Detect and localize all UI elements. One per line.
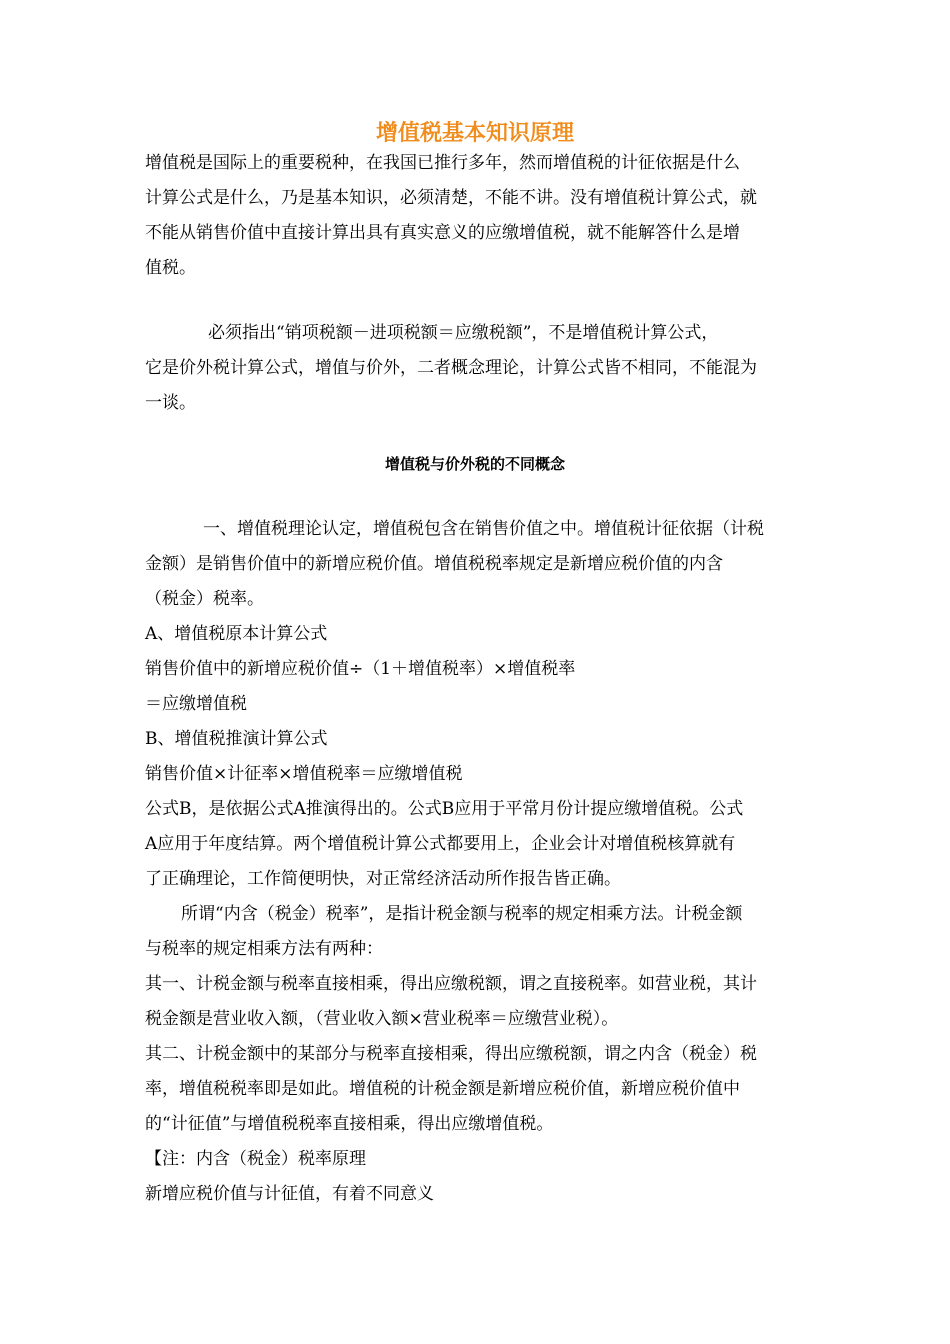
- paragraph-line: 必须指出“销项税额－进项税额＝应缴税额”，不是增值税计算公式，: [208, 323, 719, 343]
- paragraph-line: 不能从销售价值中直接计算出具有真实意义的应缴增值税，就不能解答什么是增: [145, 223, 740, 243]
- paragraph-line: 计算公式是什么，乃是基本知识，必须清楚，不能不讲。没有增值税计算公式，就: [145, 188, 757, 208]
- document-title: 增值税基本知识原理: [375, 121, 574, 146]
- paragraph-line: 的“计征值”与增值税税率直接相乘，得出应缴增值税。: [145, 1114, 554, 1134]
- paragraph-line: 率，增值税税率即是如此。增值税的计税金额是新增应税价值，新增应税价值中: [145, 1079, 740, 1099]
- paragraph-line: 税金额是营业收入额，（营业收入额×营业税率＝应缴营业税）。: [145, 1009, 619, 1029]
- formula-line: 销售价值×计征率×增值税率＝应缴增值税: [145, 764, 463, 784]
- paragraph-line: 增值税是国际上的重要税种，在我国已推行多年，然而增值税的计征依据是什么: [145, 153, 740, 173]
- paragraph-line: 新增应税价值与计征值，有着不同意义: [145, 1184, 434, 1204]
- paragraph-line: 所谓“内含（税金）税率”，是指计税金额与税率的规定相乘方法。计税金额: [181, 904, 743, 924]
- paragraph-line: 值税。: [145, 258, 196, 278]
- section-heading: 增值税与价外税的不同概念: [384, 455, 565, 473]
- paragraph-line: 它是价外税计算公式，增值与价外，二者概念理论，计算公式皆不相同，不能混为: [145, 358, 757, 378]
- paragraph-line: 一谈。: [145, 393, 196, 413]
- paragraph-line: 金额）是销售价值中的新增应税价值。增值税税率规定是新增应税价值的内含: [145, 554, 723, 574]
- note-line: 【注：内含（税金）税率原理: [145, 1149, 366, 1169]
- paragraph-line: A、增值税原本计算公式: [145, 624, 328, 644]
- formula-line: ＝应缴增值税: [145, 694, 247, 714]
- paragraph-line: 了正确理论，工作简便明快，对正常经济活动所作报告皆正确。: [145, 869, 621, 889]
- paragraph-line: 公式B，是依据公式A推演得出的。公式B应用于平常月份计提应缴增值税。公式: [145, 799, 744, 819]
- paragraph-line: A应用于年度结算。两个增值税计算公式都要用上，企业会计对增值税核算就有: [145, 834, 736, 854]
- paragraph-line: B、增值税推演计算公式: [145, 729, 328, 749]
- paragraph-line: 与税率的规定相乘方法有两种：: [145, 939, 383, 959]
- paragraph-line: （税金）税率。: [145, 589, 264, 609]
- paragraph-line: 其一、计税金额与税率直接相乘，得出应缴税额，谓之直接税率。如营业税，其计: [145, 974, 757, 994]
- paragraph-line: 其二、计税金额中的某部分与税率直接相乘，得出应缴税额，谓之内含（税金）税: [145, 1044, 757, 1064]
- formula-line: 销售价值中的新增应税价值÷（1＋增值税率）×增值税率: [145, 659, 576, 679]
- paragraph-line: 一、增值税理论认定，增值税包含在销售价值之中。增值税计征依据（计税: [203, 519, 764, 539]
